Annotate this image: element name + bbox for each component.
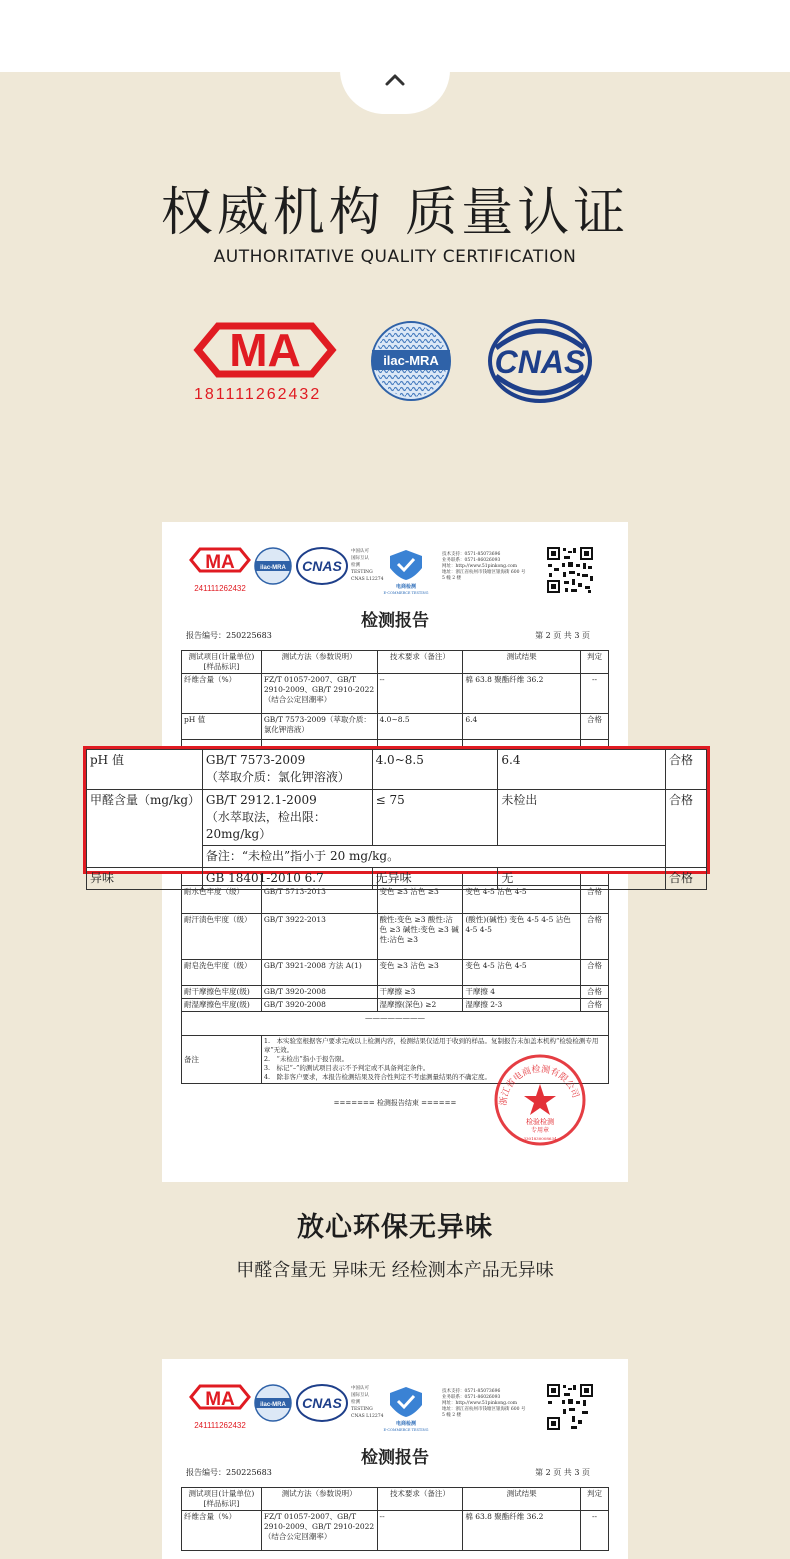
highlight-table: [86, 749, 707, 890]
ilac-text: ilac-MRA: [383, 353, 439, 368]
top-bar: [0, 0, 790, 72]
accred-line: TESTING: [351, 1407, 373, 1412]
accred-line: 中国认可: [351, 549, 369, 554]
test-report-second: [162, 1359, 628, 1559]
report-number: 报告编号：250225683: [186, 631, 272, 640]
badge-sub: E-COMMERCE TESTING: [383, 1428, 429, 1432]
report-table: [181, 1487, 609, 1551]
badge-sub: E-COMMERCE TESTING: [383, 591, 429, 595]
accred-line: TESTING: [351, 570, 373, 575]
small-cnas-text: CNAS: [302, 1395, 342, 1411]
cnas-logo: [482, 318, 598, 404]
seal-text: 浙江省电商检测有限公司: [498, 1064, 581, 1107]
small-cnas-text: CNAS: [302, 558, 342, 574]
table-row: 耐湿摩擦色牢度(级) GB/T 3920-2008 湿摩擦(深色) ≥2 湿摩擦 2-3 合格: [182, 999, 609, 1012]
accred-line: CNAS L12274: [351, 577, 384, 582]
accred-line: 国际互认: [351, 556, 369, 561]
report-logos: [188, 546, 448, 600]
table-row: 耐干摩擦色牢度(级) GB/T 3920-2008 干摩擦 ≥3 干摩擦 4 合格: [182, 986, 609, 999]
section-subtitle: AUTHORITATIVE QUALITY CERTIFICATION: [213, 247, 577, 267]
accred-line: 检测: [351, 1400, 360, 1405]
table-row: 耐皂洗色牢度（级） GB/T 3921-2008 方法 A(1) 变色 ≥3 沾色 ≥3 变色 4-5 沾色 4-5 合格: [182, 960, 609, 986]
table-row: pH 值 GB/T 7573-2009（萃取介质：氯化钾溶液） 4.0~8.5 6.4 合格: [182, 714, 609, 740]
ilac-mra-logo: [370, 320, 452, 402]
highlight-row-note: 备注：“未检出”指小于 20 mg/kg。: [87, 846, 707, 868]
claim-title: 放心环保无异味: [297, 1212, 493, 1243]
claim-description: 甲醛含量无 异味无 经检测本产品无异味: [236, 1260, 554, 1281]
cma-text: MA: [229, 324, 301, 376]
report-logos: [188, 1383, 448, 1437]
report-end: ======= 检测报告结束 ======: [333, 1099, 457, 1107]
accred-line: 中国认可: [351, 1386, 369, 1391]
report-contact: 技术支持：0571-85073696 业务联系：0571-86026093 网址：http://www.51pinkong.com 地址：浙江省杭州市钱塘区银海街 600 号 5 幢 2 楼: [442, 1389, 526, 1418]
cnas-text: CNAS: [494, 344, 586, 380]
remarks-row: 备注 1. 本实验室根据客户要求完成以上检测内容，检测结果仅适用于收到的样品。复制报告未加盖本机构“检验检测专用章”无效。 2. “未检出”指小于报告限。 3. 标记“–”的测试项目表示不予判定或不具备判定条件。 4. 除非客户要求，本报告检测结果及符合性判定不考虑测量结果的不确定度。: [182, 1036, 609, 1084]
table-header: 测试项目(计量单位)[样品标识] 测试方法（参数说明） 技术要求（备注） 测试结果 判定: [182, 1488, 609, 1511]
small-cma-text: MA: [205, 1389, 235, 1410]
table-row: 耐汗渍色牢度（级） GB/T 3922-2013 酸性:变色 ≥3 酸性:沾色 ≥3 碱性:变色 ≥3 碱性:沾色 ≥3 (酸性)(碱性) 变色 4-5 4-5 沾色 4-5 4-5 合格: [182, 914, 609, 960]
small-cma-text: MA: [205, 552, 235, 573]
badge-text: 电商检测: [395, 1421, 417, 1427]
accred-line: 国际互认: [351, 1393, 369, 1398]
chevron-up-icon[interactable]: [384, 72, 406, 88]
report-page: 第 2 页 共 3 页: [535, 1468, 590, 1477]
table-row: 耐水色牢度（级） GB/T 5713-2013 变色 ≥3 沾色 ≥3 变色 4-5 沾色 4-5 合格: [182, 886, 609, 914]
table-header: 测试项目(计量单位)[样品标识] 测试方法（参数说明） 技术要求（备注） 测试结果 判定: [182, 651, 609, 674]
report-page: 第 2 页 共 3 页: [535, 631, 590, 640]
report-title: 检测报告: [361, 1448, 429, 1468]
table-row: 纤维含量（%） FZ/T 01057-2007、GB/T 2910-2009、GB/T 2910-2022（结合公定回潮率） -- 棉 63.8 聚酯纤维 36.2 --: [182, 674, 609, 714]
badge-text: 电商检测: [395, 584, 417, 590]
highlight-box: [83, 746, 710, 885]
seal-sub2: 专用章: [530, 1127, 550, 1134]
small-cma-number: 241111262432: [194, 584, 246, 593]
report-title: 检测报告: [361, 611, 429, 631]
accred-line: 检测: [351, 563, 360, 568]
report-number: 报告编号：250225683: [186, 1468, 272, 1477]
highlight-row-ph: pH 值 GB/T 7573-2009 （萃取介质：氯化钾溶液） 4.0~8.5 6.4 合格: [87, 750, 707, 790]
section-title: 权威机构 质量认证: [160, 183, 630, 243]
small-ilac-text: ilac-MRA: [260, 1402, 286, 1408]
small-ilac-text: ilac-MRA: [260, 565, 286, 571]
qr-code: [546, 1383, 594, 1431]
table-separator-row: ————————: [182, 1012, 609, 1036]
highlight-row-formaldehyde: 甲醛含量（mg/kg） GB/T 2912.1-2009 （水萃取法，检出限：20mg/kg） ≤ 75 未检出 合格: [87, 790, 707, 846]
highlight-row-odor: 异味 GB 18401-2010 6.7 无异味 无 合格: [87, 868, 707, 890]
table-row: 纤维含量（%） FZ/T 01057-2007、GB/T 2910-2009、GB/T 2910-2022（结合公定回潮率） -- 棉 63.8 聚酯纤维 36.2 --: [182, 1511, 609, 1551]
qr-code: [546, 546, 594, 594]
cma-logo: [194, 322, 336, 402]
accred-line: CNAS L12274: [351, 1414, 384, 1419]
small-cma-number: 241111262432: [194, 1421, 246, 1430]
seal-number: 3301830008634: [523, 1136, 557, 1141]
seal-sub1: 检验检测: [526, 1118, 554, 1126]
report-contact: 技术支持：0571-85073696 业务联系：0571-86026093 网址：http://www.51pinkong.com 地址：浙江省杭州市钱塘区银海街 600 号 5 幢 2 楼: [442, 552, 526, 581]
cma-number: 181111262432: [194, 386, 322, 403]
